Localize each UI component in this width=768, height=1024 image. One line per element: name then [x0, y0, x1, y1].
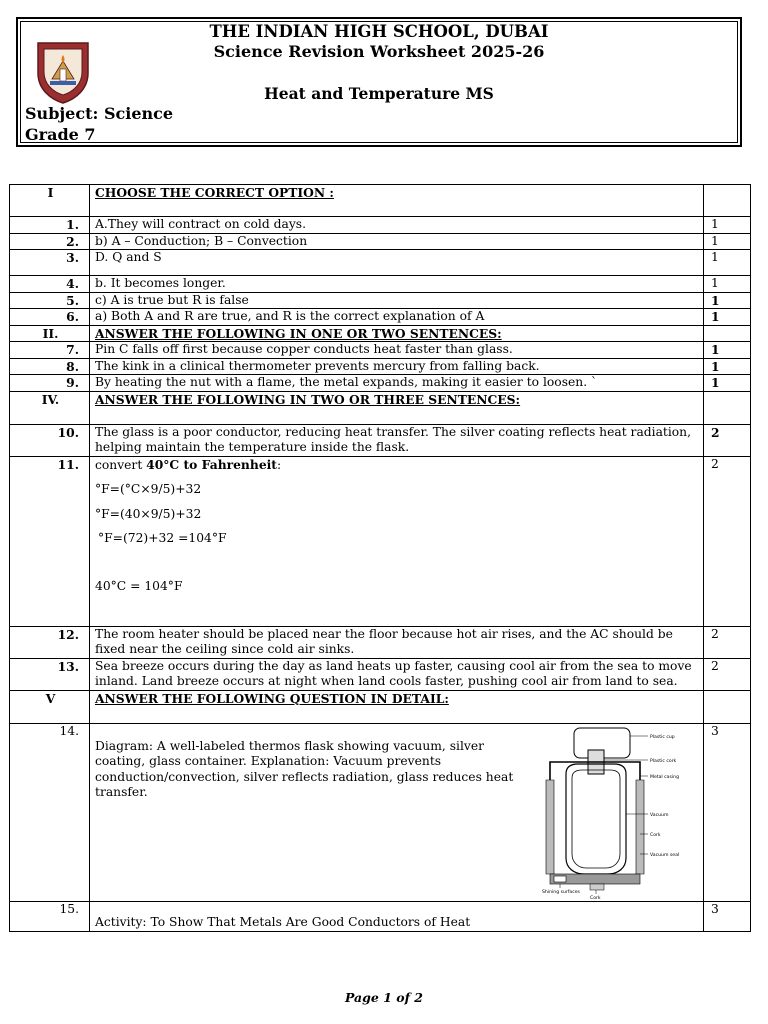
- thermos-flask-diagram: [530, 724, 682, 900]
- question-number: 2.: [10, 233, 90, 250]
- answer-row: [10, 250, 751, 276]
- mark-cell: [704, 185, 751, 217]
- mark-value: 1: [704, 342, 751, 359]
- label-plastic-cup: Plastic cup: [650, 734, 675, 740]
- answer-row: [10, 358, 751, 375]
- subject-label: Subject: Science: [25, 104, 174, 123]
- section-number: I: [10, 185, 90, 217]
- section-heading: ANSWER THE FOLLOWING IN TWO OR THREE SENTENCES:: [90, 391, 704, 424]
- answer-text: The room heater should be placed near the floor because hot air rises, and the AC should be fixed near the ceiling since cold air sinks.: [90, 626, 704, 658]
- section-number: V: [10, 690, 90, 723]
- section-row: [10, 690, 751, 723]
- mark-value: 1: [704, 217, 751, 234]
- section-row: [10, 185, 751, 217]
- answer-text: The kink in a clinical thermometer prevents mercury from falling back.: [90, 358, 704, 375]
- answer-row: [10, 217, 751, 234]
- answer-text: By heating the nut with a flame, the metal expands, making it easier to loosen. `: [90, 375, 704, 392]
- section-heading: CHOOSE THE CORRECT OPTION :: [90, 185, 704, 217]
- mark-value: 1: [704, 309, 751, 326]
- worksheet-title: Science Revision Worksheet 2025-26: [213, 42, 545, 61]
- answer-row: [10, 424, 751, 456]
- mark-value: 1: [704, 375, 751, 392]
- mark-cell: [704, 391, 751, 424]
- header-box: [16, 17, 742, 147]
- answer-row: [10, 901, 751, 931]
- question-number: 15.: [10, 901, 90, 931]
- mark-value: 2: [704, 424, 751, 456]
- label-shining-surfaces: Shining surfaces: [542, 889, 580, 895]
- question-number: 3.: [10, 250, 90, 276]
- mark-value: 1: [704, 292, 751, 309]
- answer-text: Sea breeze occurs during the day as land heats up faster, causing cool air from the sea to move inland. Land breeze occurs at night when land cools faster, pushing cool air from land to sea.: [90, 658, 704, 690]
- section-row: [10, 391, 751, 424]
- question-number: 1.: [10, 217, 90, 234]
- question-number: 12.: [10, 626, 90, 658]
- answer-table: [9, 184, 751, 932]
- answer-row: [10, 456, 751, 626]
- question-number: 6.: [10, 309, 90, 326]
- mark-value: 1: [704, 358, 751, 375]
- answer-suffix: :: [277, 457, 282, 472]
- answer-row: [10, 723, 751, 901]
- answer-text: a) Both A and R are true, and R is the correct explanation of A: [90, 309, 704, 326]
- answer-row: [10, 309, 751, 326]
- question-number: 10.: [10, 424, 90, 456]
- flask-answer-cell: [90, 723, 704, 901]
- mark-value: 2: [704, 626, 751, 658]
- answer-row: [10, 626, 751, 658]
- formula-line: °F=(°C×9/5)+32: [95, 482, 202, 496]
- answer-row: [10, 658, 751, 690]
- answer-text: The glass is a poor conductor, reducing heat transfer. The silver coating reflects heat radiation, helping maintain the temperature inside the flask.: [90, 424, 704, 456]
- answer-row: [10, 342, 751, 359]
- school-crest-logo: [34, 39, 92, 105]
- school-name: THE INDIAN HIGH SCHOOL, DUBAI: [209, 22, 549, 41]
- mark-cell: [704, 690, 751, 723]
- answer-row: [10, 233, 751, 250]
- topic-title: Heat and Temperature MS: [264, 84, 494, 103]
- label-vacuum-seal: Vacuum seal: [650, 852, 680, 858]
- mark-value: 2: [704, 658, 751, 690]
- answer-text: b) A – Conduction; B – Convection: [90, 233, 704, 250]
- answer-text: c) A is true but R is false: [90, 292, 704, 309]
- section-number: IV.: [10, 391, 90, 424]
- answer-text: A.They will contract on cold days.: [90, 217, 704, 234]
- grade-label: Grade 7: [25, 125, 96, 144]
- mark-value: 1: [704, 276, 751, 293]
- section-heading: ANSWER THE FOLLOWING QUESTION IN DETAIL:: [90, 690, 704, 723]
- mark-value: 1: [704, 233, 751, 250]
- formula-line: °F=(72)+32 =104°F: [98, 531, 227, 545]
- question-number: 8.: [10, 358, 90, 375]
- question-number: 4.: [10, 276, 90, 293]
- question-number: 11.: [10, 456, 90, 626]
- mark-value: 3: [704, 723, 751, 901]
- section-row: [10, 325, 751, 342]
- label-plastic-cork: Plastic cork: [650, 758, 677, 764]
- label-cork: Cork: [650, 832, 661, 838]
- conversion-answer: [90, 456, 704, 626]
- mark-cell: [704, 325, 751, 342]
- section-heading: ANSWER THE FOLLOWING IN ONE OR TWO SENTENCES:: [90, 325, 704, 342]
- label-vacuum: Vacuum: [650, 812, 669, 818]
- mark-value: 2: [704, 456, 751, 626]
- formula-line: °F=(40×9/5)+32: [95, 506, 202, 521]
- answer-text: Pin C falls off first because copper conducts heat faster than glass.: [90, 342, 704, 359]
- answer-text: Diagram: A well-labeled thermos flask showing vacuum, silver coating, glass container. Explanation: Vacuum prevents conduction/convection, silver reflects radiation, glass reduces heat transfer.: [95, 738, 514, 799]
- formula-result: 40°C = 104°F: [95, 578, 183, 593]
- question-number: 5.: [10, 292, 90, 309]
- answer-text: b. It becomes longer.: [90, 276, 704, 293]
- answer-row: [10, 375, 751, 392]
- question-number: 13.: [10, 658, 90, 690]
- mark-value: 3: [704, 901, 751, 931]
- label-cork-bottom: Cork: [590, 895, 601, 900]
- answer-text: D. Q and S: [90, 250, 704, 276]
- question-number: 7.: [10, 342, 90, 359]
- answer-bold: 40°C to Fahrenheit: [146, 456, 277, 472]
- answer-row: [10, 276, 751, 293]
- label-metal-casing: Metal casing: [650, 774, 679, 780]
- section-number: II.: [10, 325, 90, 342]
- question-number: 9.: [10, 375, 90, 392]
- page-footer: Page 1 of 2: [344, 990, 424, 1005]
- answer-row: [10, 292, 751, 309]
- question-number: 14.: [10, 723, 90, 901]
- mark-value: 1: [704, 250, 751, 276]
- answer-prefix: convert: [95, 457, 147, 472]
- answer-text: Activity: To Show That Metals Are Good Conductors of Heat: [90, 901, 704, 931]
